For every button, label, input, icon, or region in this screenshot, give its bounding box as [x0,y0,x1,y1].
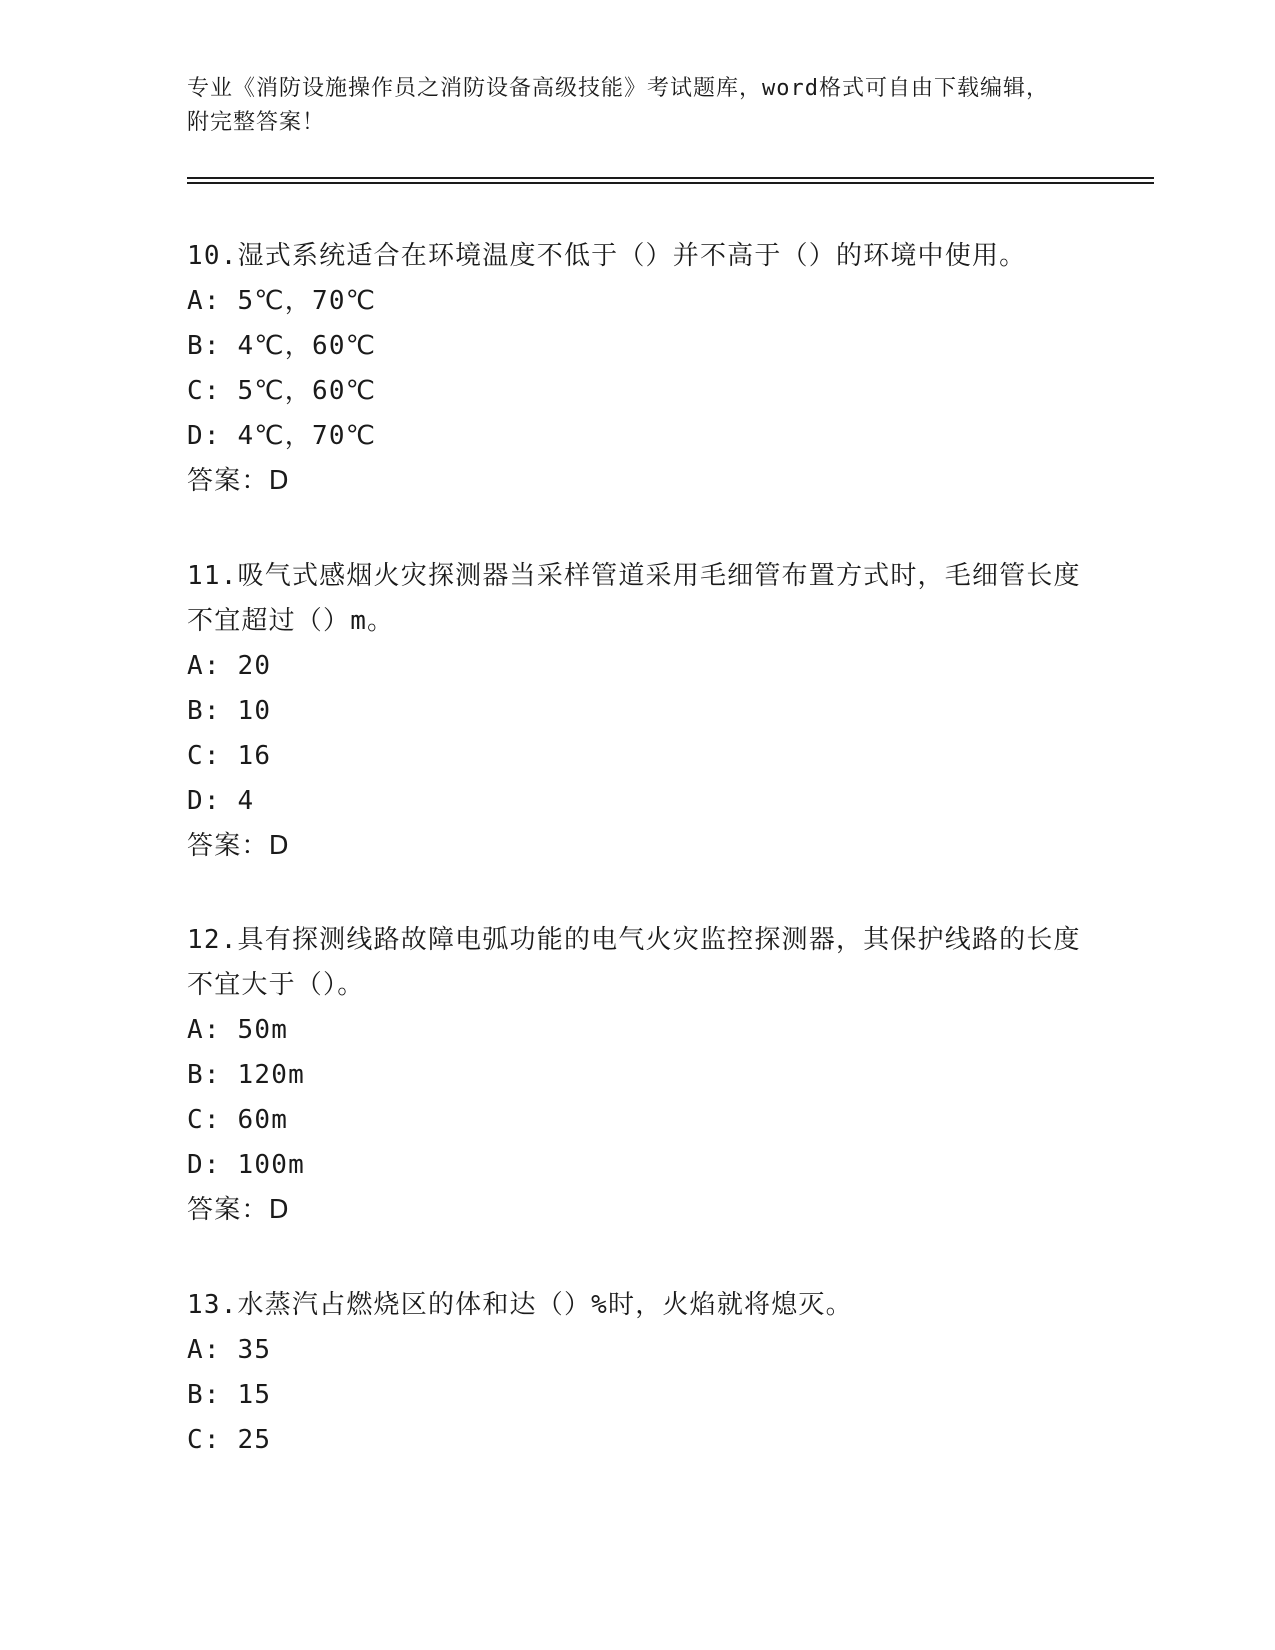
option-list [187,279,1087,459]
question-12 [187,918,1087,1233]
question-11 [187,554,1087,869]
option-list [187,644,1087,824]
option-c: C: 60m [187,1105,289,1135]
option-b: B: 120m [187,1060,305,1090]
option-a: A: 5℃，70℃ [187,286,377,316]
header-divider-top [187,177,1154,179]
document-header: 专业《消防设施操作员之消防设备高级技能》考试题库，word格式可自由下载编辑，附完整答案！ [187,76,1049,135]
question-stem: 12.具有探测线路故障电弧功能的电气火灾监控探测器，其保护线路的长度不宜大于（）。 [187,925,1081,1000]
option-d: D: 100m [187,1150,305,1180]
option-b: B: 4℃，60℃ [187,331,377,361]
header-divider-bottom [187,182,1154,184]
question-stem: 11.吸气式感烟火灾探测器当采样管道采用毛细管布置方式时，毛细管长度不宜超过（）m。 [187,561,1081,636]
option-a: A: 35 [187,1335,272,1365]
answer: 答案：D [187,831,290,861]
option-b: B: 10 [187,696,272,726]
option-d: D: 4℃，70℃ [187,421,377,451]
option-a: A: 20 [187,651,272,681]
question-stem: 10.湿式系统适合在环境温度不低于（）并不高于（）的环境中使用。 [187,241,1027,271]
option-c: C: 5℃，60℃ [187,376,377,406]
option-d: D: 4 [187,786,255,816]
answer: 答案：D [187,1195,290,1225]
question-stem: 13.水蒸汽占燃烧区的体和达（）%时，火焰就将熄灭。 [187,1290,853,1320]
option-list [187,1328,1087,1463]
option-c: C: 25 [187,1425,272,1455]
option-c: C: 16 [187,741,272,771]
option-list [187,1008,1087,1188]
option-b: B: 15 [187,1380,272,1410]
option-a: A: 50m [187,1015,289,1045]
question-13 [187,1283,1087,1463]
answer: 答案：D [187,466,290,496]
question-10 [187,234,1087,504]
